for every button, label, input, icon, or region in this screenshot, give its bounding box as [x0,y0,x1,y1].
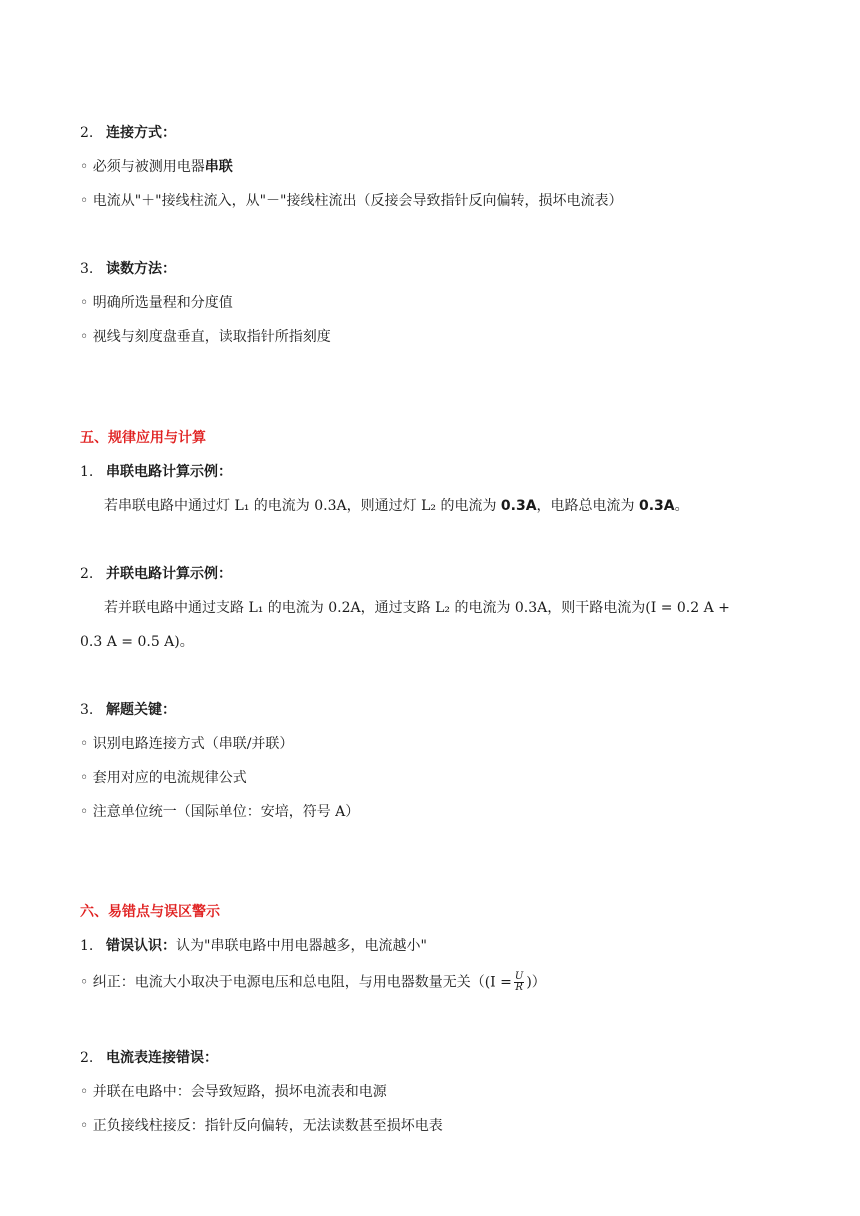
e2-bullet-1: ◦ 并联在电路中：会导致短路，损坏电流表和电源 [80,1084,387,1100]
e2-title: 电流表连接错误： [106,1050,218,1066]
e1-bullet-1-end: )） [526,974,546,991]
s2-bullet-1-bold: 串联 [204,159,233,175]
e1-num: 1. [80,938,94,954]
s3-bullet-1: ◦ 明确所选量程和分度值 [80,295,233,311]
c2-title: 并联电路计算示例： [106,566,232,582]
section-6-heading: 六、易错点与误区警示 [80,904,220,920]
c3-heading [80,700,176,720]
c1-mid: ，电路总电流为 [536,498,639,514]
c1-paragraph [104,496,689,516]
s3-bullet-2: ◦ 视线与刻度盘垂直，读取指针所指刻度 [80,329,331,345]
c1-title: 串联电路计算示例： [106,464,232,480]
c3-bullet-2: ◦ 套用对应的电流规律公式 [80,770,247,786]
s2-heading [80,123,176,143]
c2-paragraph-2: 0.3 A = 0.5 A)。 [80,634,194,650]
s2-bullet-2: ◦ 电流从"＋"接线柱流入，从"－"接线柱流出（反接会导致指针反向偏转，损坏电流表） [80,193,623,209]
e2-bullet-2: ◦ 正负接线柱接反：指针反向偏转，无法读数甚至损坏电表 [80,1118,443,1134]
s2-num: 2. [80,125,94,141]
e2-heading [80,1048,218,1068]
s2-title: 连接方式： [106,125,176,141]
c1-end: 。 [674,498,689,514]
e1-bullet-1-text: ◦ 纠正：电流大小取决于电源电压和总电阻，与用电器数量无关（(I = [80,974,512,991]
s2-bullet-1-text: ◦ 必须与被测用电器 [80,159,205,175]
c1-text: 若串联电路中通过灯 L₁ 的电流为 0.3A，则通过灯 L₂ 的电流为 [104,498,501,514]
e1-bullet-1 [80,972,546,993]
c3-title: 解题关键： [106,702,176,718]
e1-heading [80,936,427,956]
section-5-heading: 五、规律应用与计算 [80,430,206,446]
c1-heading [80,462,232,482]
c1-value-2: 0.3A [639,498,675,514]
fraction-denominator: R [515,982,523,993]
c1-num: 1. [80,464,94,480]
c2-num: 2. [80,566,94,582]
e1-title: 错误认识： [106,938,176,954]
c3-bullet-3: ◦ 注意单位统一（国际单位：安培，符号 A） [80,804,360,820]
c2-heading [80,564,232,584]
c3-bullet-1: ◦ 识别电路连接方式（串联/并联） [80,736,294,752]
e1-text: 认为"串联电路中用电器越多，电流越小" [176,938,427,954]
c1-value-1: 0.3A [500,498,537,514]
s3-num: 3. [80,261,94,277]
s3-title: 读数方法： [106,261,176,277]
s3-heading [80,259,176,279]
fraction-numerator: U [514,971,524,982]
s2-bullet-1 [80,157,233,177]
ohms-law-fraction [514,972,524,993]
c2-paragraph-1: 若并联电路中通过支路 L₁ 的电流为 0.2A，通过支路 L₂ 的电流为 0.3A，则干路电流为(I = 0.2 A + [104,600,730,616]
e2-num: 2. [80,1050,94,1066]
c3-num: 3. [80,702,94,718]
